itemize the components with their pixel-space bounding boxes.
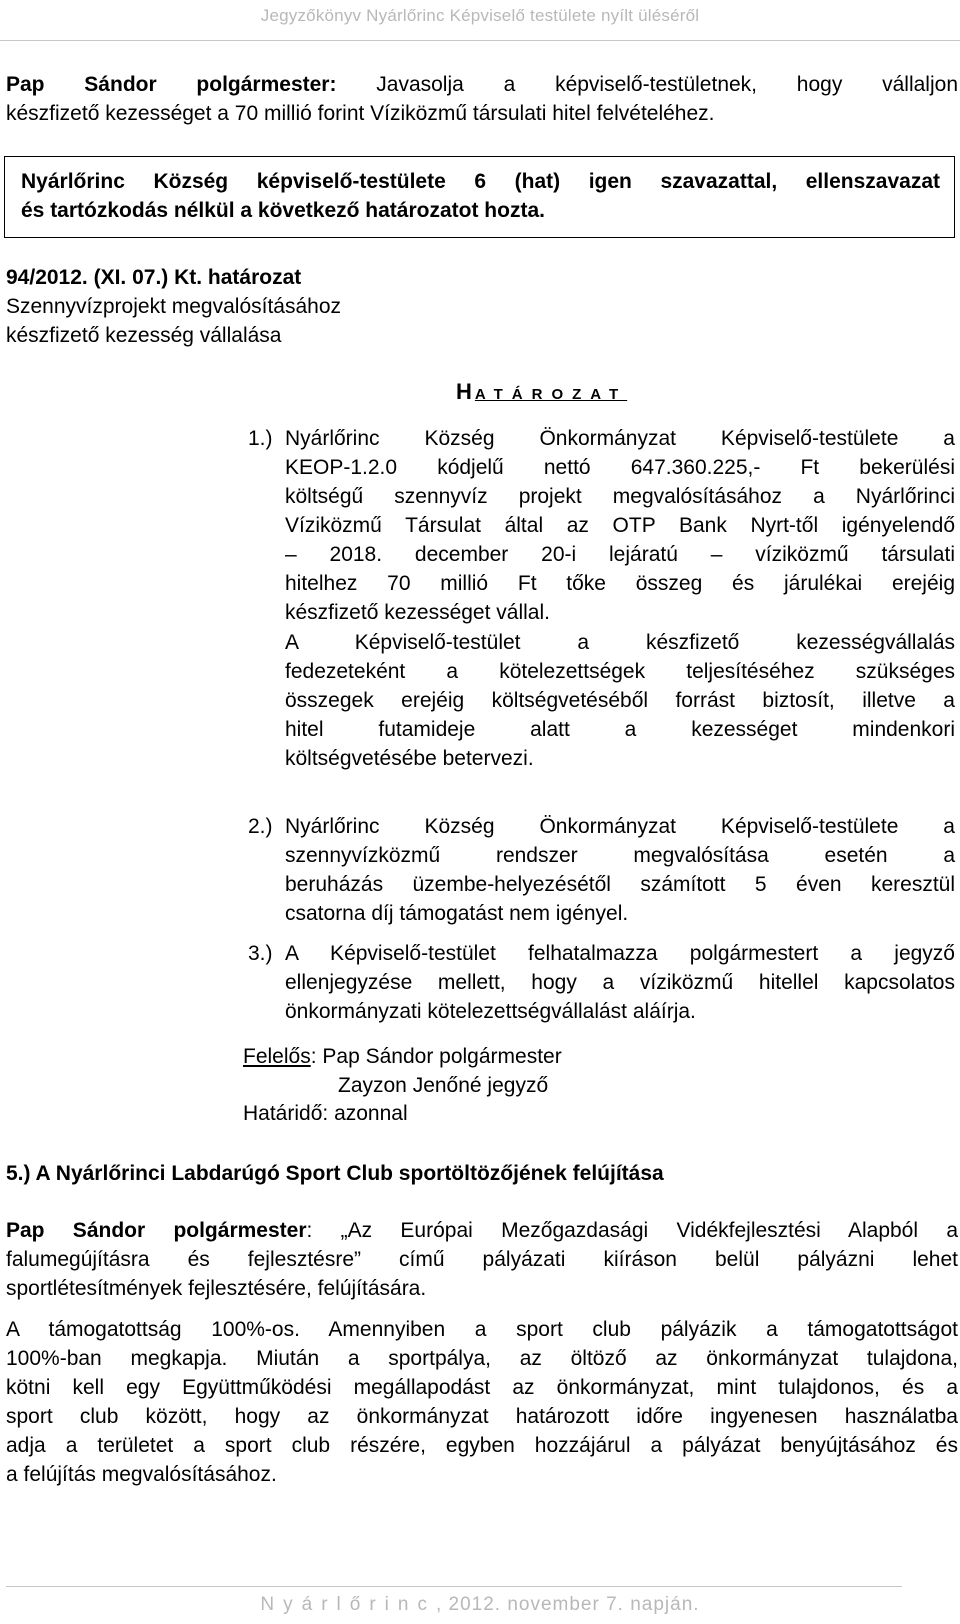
- intro-paragraph: [6, 70, 958, 128]
- item-1-number: 1.): [248, 427, 273, 450]
- item-1-line: hitelhez 70 millió Ft tőke összeg és járulékai erejéig: [285, 572, 955, 595]
- item-1-p2-line: fedezeteként a kötelezettségek teljesítéséhez szükséges: [285, 660, 955, 683]
- item-1-p2-line: A Képviselő-testület a készfizető kezességvállalás: [285, 631, 955, 654]
- resolution-number: 94/2012. (XI. 07.) Kt. határozat: [6, 266, 302, 289]
- vote-line-1: Nyárlőrinc Község képviselő-testülete 6 (hat) igen szavazattal, ellenszavazat: [21, 170, 940, 193]
- resolution-header: [6, 263, 958, 350]
- resolution-heading: [456, 379, 627, 405]
- intro-speaker: Pap Sándor polgármester:: [6, 73, 337, 96]
- footer-divider: [6, 1586, 902, 1587]
- section-5-paragraph-2: [6, 1315, 958, 1489]
- responsible-row: [243, 1042, 562, 1071]
- footer-date: , 2012. november 7. napján.: [435, 1594, 700, 1615]
- item-1-line: készfizető kezességet vállal.: [285, 601, 550, 624]
- item-3-line: A Képviselő-testület felhatalmazza polgármestert a jegyző: [285, 942, 955, 965]
- resolution-heading-rest: ATÁROZAT: [474, 386, 628, 403]
- item-1-paragraph-2: [285, 628, 955, 773]
- intro-line-1: [6, 70, 958, 99]
- deadline-row: [243, 1099, 408, 1128]
- item-2-line: szennyvízközmű rendszer megvalósítása esetén a: [285, 844, 955, 867]
- footer-place: Nyárlőrinc: [260, 1594, 436, 1615]
- s5-p2-line: A támogatottság 100%-os. Amennyiben a sport club pályázik a támogatottságot: [6, 1318, 958, 1341]
- deadline-label: Határidő:: [243, 1102, 329, 1125]
- item-2-line: beruházás üzembe-helyezésétől számított 5 éven keresztül: [285, 873, 955, 896]
- item-3-line: önkormányzati kötelezettségvállalást aláírja.: [285, 1000, 696, 1023]
- item-2-line: csatorna díj támogatást nem igényel.: [285, 902, 629, 925]
- item-1-line: Víziközmű Társulat által az OTP Bank Nyrt-től igényelendő: [285, 514, 955, 537]
- resolution-subject-1: Szennyvízprojekt megvalósításához: [6, 295, 342, 318]
- vote-line-2: és tartózkodás nélkül a következő határozatot hozta.: [21, 199, 545, 222]
- s5-p1-line: sportlétesítmények fejlesztésére, felújítására.: [6, 1277, 427, 1300]
- resolution-heading-first: H: [456, 379, 475, 404]
- page-header: Jegyzőkönyv Nyárlőrinc Képviselő testülete nyílt üléséről: [260, 6, 700, 25]
- item-1-p2-line: hitel futamideje alatt a kezességet mindenkori: [285, 718, 955, 741]
- page-footer: [0, 1594, 960, 1616]
- resolution-subject-2: készfizető kezesség vállalása: [6, 324, 282, 347]
- item-1-line: KEOP-1.2.0 kódjelű nettó 647.360.225,- Ft bekerülési: [285, 456, 955, 479]
- item-1-text: [285, 424, 955, 627]
- s5-p2-line: 100%-ban megkapja. Miután a sportpálya, az öltöző az önkormányzat tulajdona,: [6, 1347, 958, 1370]
- responsible-colon: :: [310, 1045, 317, 1068]
- section-5-title: 5.) A Nyárlőrinci Labdarúgó Sport Club sportöltözőjének felújítása: [6, 1162, 664, 1185]
- item-1-line: költségű szennyvíz projekt megvalósításához a Nyárlőrinci: [285, 485, 955, 508]
- responsible-2: Zayzon Jenőné jegyző: [338, 1074, 549, 1097]
- responsible-1: Pap Sándor polgármester: [322, 1045, 562, 1068]
- section-5-paragraph-1: [6, 1216, 958, 1303]
- item-3-text: [285, 939, 955, 1026]
- s5-p1-line-text: : „Az Európai Mezőgazdasági Vidékfejlesztési Alapból a: [306, 1219, 958, 1242]
- s5-p1-line: [6, 1216, 958, 1245]
- section-5-speaker: Pap Sándor polgármester: [6, 1219, 307, 1242]
- s5-p2-line: adja a területet a sport club részére, egyben hozzájárul a pályázat benyújtásához és: [6, 1434, 958, 1457]
- responsible-label: Felelős: [243, 1045, 311, 1068]
- item-1-line: Nyárlőrinc Község Önkormányzat Képviselő-testülete a: [285, 427, 955, 450]
- item-3-number: 3.): [248, 942, 273, 965]
- intro-line-2: készfizető kezességet a 70 millió forint Víziközmű társulati hitel felvételéhez.: [6, 102, 715, 125]
- s5-p2-line: sport club között, hogy az önkormányzat határozott időre ingyenesen használatba: [6, 1405, 958, 1428]
- vote-box: [4, 156, 955, 238]
- item-1-p2-line: összegek erejéig költségvetéséből forrást biztosít, illetve a: [285, 689, 955, 712]
- item-2-text: [285, 812, 955, 928]
- intro-line1-text: Javasolja a képviselő-testületnek, hogy vállaljon: [376, 73, 958, 96]
- item-3-line: ellenjegyzése mellett, hogy a víziközmű hitellel kapcsolatos: [285, 971, 955, 994]
- item-2-number: 2.): [248, 815, 273, 838]
- s5-p2-line: kötni kell egy Együttműködési megállapodást az önkormányzat, mint tulajdonos, és a: [6, 1376, 958, 1399]
- item-1-line: – 2018. december 20-i lejáratú – víziközmű társulati: [285, 543, 955, 566]
- deadline-value: azonnal: [334, 1102, 408, 1125]
- item-1-p2-line: költségvetésébe betervezi.: [285, 747, 534, 770]
- header-divider: [0, 40, 960, 41]
- s5-p2-line: a felújítás megvalósításához.: [6, 1463, 277, 1486]
- item-2-line: Nyárlőrinc Község Önkormányzat Képviselő-testülete a: [285, 815, 955, 838]
- s5-p1-line: falumegújításra és fejlesztésre” című pályázati kiíráson belül pályázni lehet: [6, 1248, 958, 1271]
